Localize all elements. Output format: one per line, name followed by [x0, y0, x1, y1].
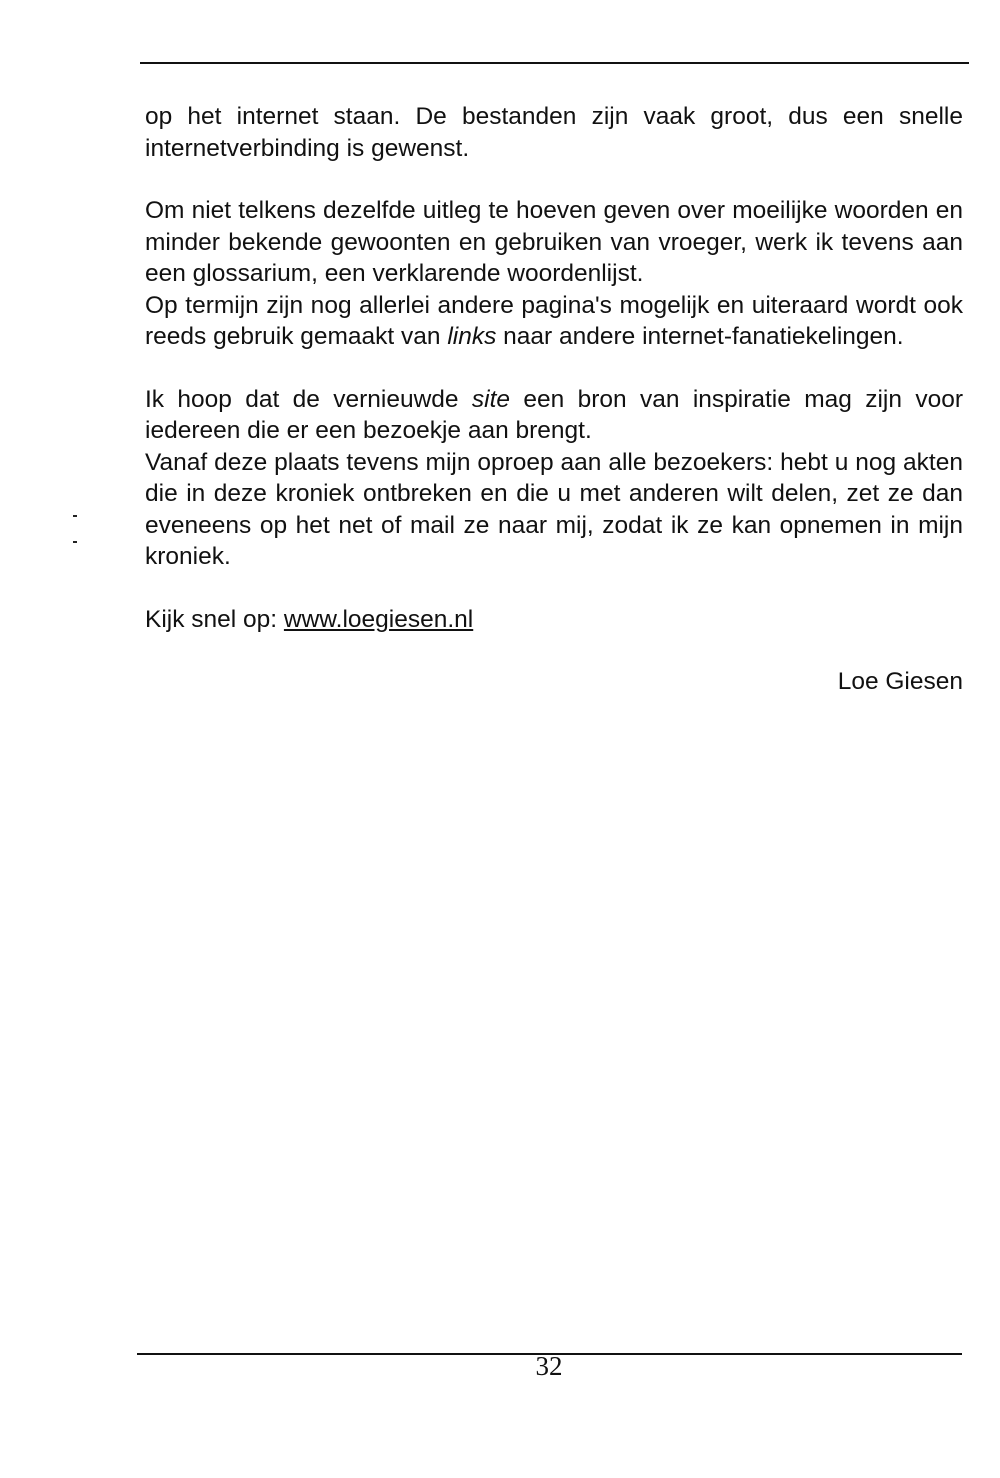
text-run: Kijk snel op:	[145, 605, 284, 633]
website-link[interactable]: www.loegiesen.nl	[283, 605, 474, 633]
text-run: Vanaf deze plaats tevens mijn oproep aan alle bezoekers: hebt u nog akten die in deze kroniek ontbreken en die u met anderen wilt delen, zet ze dan eveneens op het net of mail ze naar mij, zodat ik ze kan opnemen in mijn kroniek.	[145, 448, 963, 570]
paragraph	[145, 384, 963, 447]
text-run: Op termijn zijn nog allerlei andere pagina's mogelijk en uiteraard wordt ook reeds gebruik gemaakt van	[145, 291, 963, 350]
text-run: Om niet telkens dezelfde uitleg te hoeven geven over moeilijke woorden en minder bekende gewoonten en gebruiken van vroeger, werk ik tevens aan een glossarium, een verklarende woordenlijst.	[145, 197, 963, 287]
italic-term-links: links	[447, 323, 497, 350]
text-run: een bron van inspiratie mag zijn voor iedereen die er een bezoekje aan brengt.	[145, 385, 963, 444]
paragraph-gap	[145, 635, 963, 666]
paragraph-gap	[145, 573, 963, 604]
margin-mark	[73, 515, 77, 517]
paragraph	[145, 195, 963, 290]
italic-term-site: site	[471, 385, 511, 413]
paragraph	[145, 101, 963, 164]
paragraph-gap	[145, 164, 963, 195]
paragraph	[145, 290, 963, 353]
text-run: Ik hoop dat de vernieuwde	[145, 385, 472, 413]
signature: Loe Giesen	[837, 668, 963, 695]
body-text	[145, 101, 963, 698]
page-number: 32	[535, 1351, 563, 1381]
text-run: op het internet staan. De bestanden zijn vaak groot, dus een snelle internetverbinding is gewenst.	[145, 103, 963, 162]
margin-mark	[73, 541, 77, 543]
paragraph	[145, 604, 963, 636]
header-rule	[140, 62, 969, 64]
paragraph	[145, 447, 963, 573]
text-run: naar andere internet-fanatiekelingen.	[496, 323, 904, 350]
paragraph-gap	[145, 353, 963, 384]
